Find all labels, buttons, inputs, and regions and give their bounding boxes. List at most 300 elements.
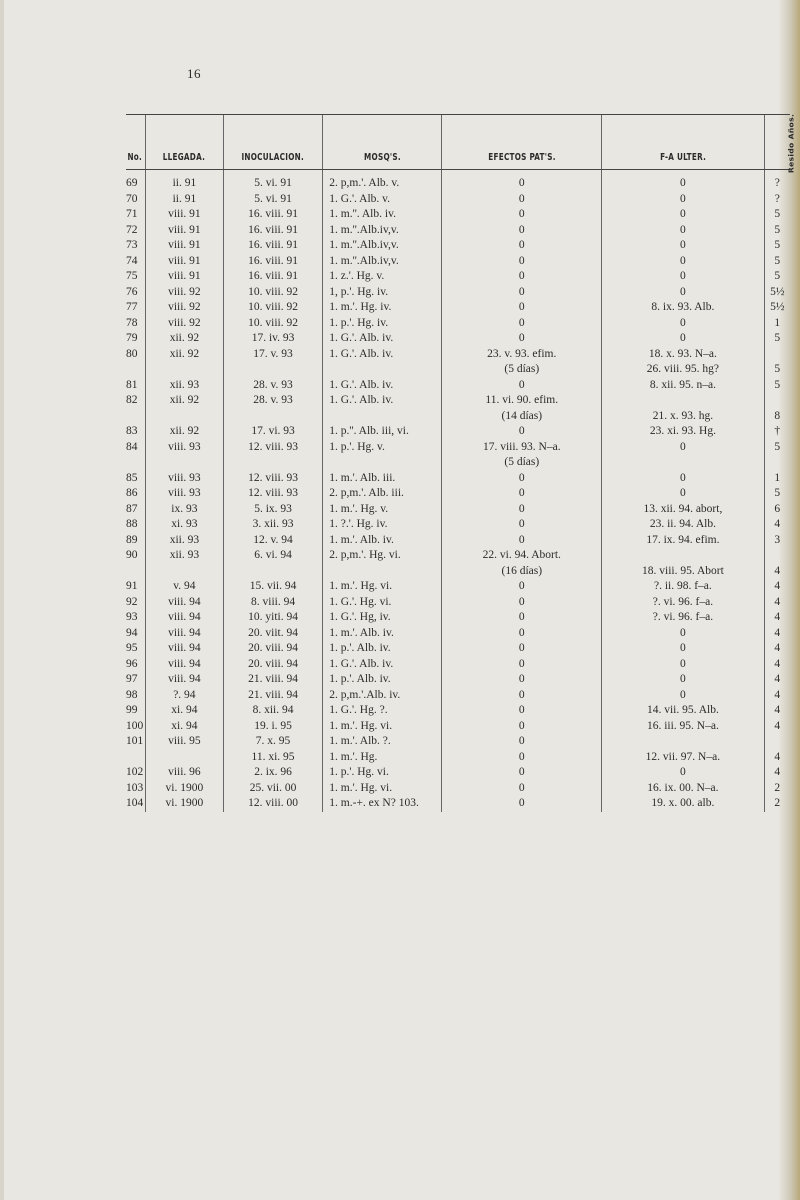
cell-efectos: 0 — [442, 285, 602, 301]
cell-llegada: viii. 91 — [145, 269, 223, 285]
cell-f-ulter — [602, 455, 764, 471]
cell-inoculacion: 12. viii. 00 — [223, 796, 322, 812]
cell-inoculacion: 16. viii. 91 — [223, 223, 322, 239]
cell-f-ulter: 18. x. 93. N–a. — [602, 347, 764, 363]
cell-f-ulter: 0 — [602, 440, 764, 456]
cell-resido: † — [764, 424, 790, 440]
cell-resido: ? — [764, 170, 790, 192]
cell-no: 71 — [126, 208, 138, 220]
cell-no: 74 — [126, 254, 138, 267]
cell-no: 77 — [126, 301, 138, 313]
cell-f-ulter: 0 — [602, 626, 764, 642]
cell-f-ulter: 0 — [602, 316, 764, 332]
cell-mosqs: 1. m.'. Alb. iii. — [323, 471, 442, 487]
cell-mosqs: 1. p.'. Hg. vi. — [323, 765, 442, 781]
cell-no: 69 — [126, 177, 138, 189]
cell-llegada: viii. 94 — [145, 672, 223, 688]
cell-llegada: viii. 94 — [145, 626, 223, 642]
cell-llegada: viii. 95 — [145, 734, 223, 750]
cell-efectos: 0 — [442, 579, 602, 595]
header-llegada: LLEGADA. — [151, 115, 217, 170]
cell-f-ulter: 14. vii. 95. Alb. — [602, 703, 764, 719]
cell-efectos: 23. v. 93. efim. — [442, 347, 602, 363]
cell-mosqs: 1. p.'. Hg. iv. — [323, 316, 442, 332]
cell-no: 92 — [126, 595, 138, 608]
cell-mosqs — [323, 409, 442, 425]
cell-inoculacion: 16. viii. 91 — [223, 238, 322, 254]
table-row — [126, 455, 790, 471]
cell-mosqs: 2. p,m.'.Alb. iv. — [323, 688, 442, 704]
cell-efectos: 0 — [442, 331, 602, 347]
cell-mosqs: 2. p,m.'. Alb. v. — [323, 170, 442, 192]
cell-llegada: viii. 92 — [145, 300, 223, 316]
cell-llegada: xii. 93 — [145, 533, 223, 549]
cell-inoculacion: 20. viii. 94 — [223, 657, 322, 673]
cell-resido: 8 — [764, 409, 790, 425]
header-mosqs: MOSQ'S. — [332, 115, 433, 170]
cell-mosqs: 1. z.'. Hg. v. — [323, 269, 442, 285]
header-f-a-ulter: F-A ULTER. — [614, 115, 752, 170]
cell-llegada: viii. 93 — [145, 486, 223, 502]
cell-f-ulter: 0 — [602, 254, 764, 270]
cell-llegada: viii. 94 — [145, 641, 223, 657]
header-no: No. — [127, 115, 144, 170]
cell-resido: 3 — [764, 533, 790, 549]
cell-resido: 4 — [764, 610, 790, 626]
cell-f-ulter: 0 — [602, 285, 764, 301]
cell-resido: 4 — [764, 765, 790, 781]
cell-resido: 4 — [764, 564, 790, 580]
cell-inoculacion: 5. vi. 91 — [223, 170, 322, 192]
cell-llegada: vi. 1900 — [145, 796, 223, 812]
cell-inoculacion: 5. vi. 91 — [223, 192, 322, 208]
table-row — [126, 424, 790, 440]
table-row — [126, 533, 790, 549]
cell-no — [126, 455, 145, 471]
cell-f-ulter: ?. vi. 96. f–a. — [602, 610, 764, 626]
table-row — [126, 564, 790, 580]
cell-efectos: 0 — [442, 765, 602, 781]
table-row — [126, 192, 790, 208]
cell-no: 79 — [126, 332, 138, 344]
cell-f-ulter: 8. ix. 93. Alb. — [602, 300, 764, 316]
cell-resido: 4 — [764, 579, 790, 595]
cell-inoculacion: 28. v. 93 — [223, 393, 322, 409]
cell-llegada: v. 94 — [145, 579, 223, 595]
cell-inoculacion — [223, 564, 322, 580]
cell-efectos: 0 — [442, 316, 602, 332]
cell-efectos: 0 — [442, 533, 602, 549]
cell-mosqs: 1. m.-+. ex N? 103. — [323, 796, 442, 812]
cell-no: 84 — [126, 440, 138, 453]
table-row — [126, 347, 790, 363]
cell-resido: 2 — [764, 796, 790, 812]
cell-f-ulter: 23. ii. 94. Alb. — [602, 517, 764, 533]
cell-resido: 5 — [764, 486, 790, 502]
cell-inoculacion: 19. i. 95 — [223, 719, 322, 735]
cell-f-ulter: ?. ii. 98. f–a. — [602, 579, 764, 595]
cell-mosqs: 1. G.'. Alb. iv. — [323, 331, 442, 347]
cell-inoculacion — [223, 409, 322, 425]
cell-mosqs: 1. G.'. Hg, iv. — [323, 610, 442, 626]
cell-efectos: 0 — [442, 300, 602, 316]
cell-inoculacion: 10. viii. 92 — [223, 316, 322, 332]
cell-f-ulter: 21. x. 93. hg. — [602, 409, 764, 425]
cell-no — [126, 750, 145, 766]
cell-llegada: xii. 93 — [145, 378, 223, 394]
cell-efectos: (14 días) — [442, 409, 602, 425]
cell-resido: ? — [764, 192, 790, 208]
cell-f-ulter: 0 — [602, 331, 764, 347]
cell-no: 83 — [126, 425, 138, 437]
cell-no: 100 — [126, 719, 144, 732]
cell-inoculacion: 10. viii. 92 — [223, 300, 322, 316]
table-row — [126, 688, 790, 704]
table-body — [126, 170, 790, 812]
table-row — [126, 781, 790, 797]
table-row — [126, 595, 790, 611]
cell-llegada — [145, 409, 223, 425]
cell-f-ulter — [602, 734, 764, 750]
cell-no: 72 — [126, 223, 138, 236]
cell-f-ulter: ?. vi. 96. f–a. — [602, 595, 764, 611]
cell-mosqs: 1. m.'. Hg. vi. — [323, 719, 442, 735]
cell-llegada: xi. 94 — [145, 703, 223, 719]
cell-mosqs: 1. m.'. Hg. — [323, 750, 442, 766]
header-resido — [766, 113, 796, 173]
cell-efectos: (5 días) — [442, 362, 602, 378]
cell-f-ulter: 0 — [602, 765, 764, 781]
table-row — [126, 641, 790, 657]
cell-efectos: 0 — [442, 223, 602, 239]
cell-inoculacion: 21. viii. 94 — [223, 688, 322, 704]
cell-no: 104 — [126, 797, 144, 809]
cell-inoculacion: 20. viit. 94 — [223, 626, 322, 642]
cell-efectos: 0 — [442, 238, 602, 254]
cell-f-ulter: 16. ix. 00. N–a. — [602, 781, 764, 797]
cell-resido — [764, 548, 790, 564]
cell-f-ulter: 0 — [602, 672, 764, 688]
cell-llegada: viii. 91 — [145, 238, 223, 254]
cell-inoculacion: 8. viii. 94 — [223, 595, 322, 611]
cell-inoculacion: 5. ix. 93 — [223, 502, 322, 518]
cell-inoculacion: 17. vi. 93 — [223, 424, 322, 440]
cell-resido: 5 — [764, 331, 790, 347]
cell-no: 80 — [126, 347, 138, 360]
cell-f-ulter: 0 — [602, 238, 764, 254]
cell-resido: 4 — [764, 688, 790, 704]
cell-resido — [764, 455, 790, 471]
cell-inoculacion: 15. vii. 94 — [223, 579, 322, 595]
cell-efectos: 22. vi. 94. Abort. — [442, 548, 602, 564]
cell-mosqs: 1. ?.'. Hg. iv. — [323, 517, 442, 533]
cell-f-ulter: 0 — [602, 641, 764, 657]
cell-no: 78 — [126, 316, 138, 329]
cell-efectos: 0 — [442, 688, 602, 704]
cell-no — [126, 362, 145, 378]
cell-mosqs: 1. G.'. Alb. iv. — [323, 657, 442, 673]
cell-efectos: 0 — [442, 595, 602, 611]
cell-mosqs: 1, p.'. Hg. iv. — [323, 285, 442, 301]
cell-mosqs: 2. p,m.'. Alb. iii. — [323, 486, 442, 502]
cell-inoculacion — [223, 455, 322, 471]
cell-llegada: xii. 92 — [145, 347, 223, 363]
cell-resido: 4 — [764, 703, 790, 719]
cell-no: 75 — [126, 270, 138, 282]
table-header — [126, 113, 796, 173]
cell-resido: 5 — [764, 223, 790, 239]
cell-resido: 6 — [764, 502, 790, 518]
cell-llegada: viii. 94 — [145, 595, 223, 611]
cell-inoculacion: 12. viii. 93 — [223, 440, 322, 456]
table-row — [126, 610, 790, 626]
table-row — [126, 393, 790, 409]
cell-f-ulter: 8. xii. 95. n–a. — [602, 378, 764, 394]
cell-mosqs — [323, 455, 442, 471]
table-row — [126, 548, 790, 564]
cell-llegada: xii. 92 — [145, 393, 223, 409]
cell-f-ulter: 18. viii. 95. Abort — [602, 564, 764, 580]
cell-f-ulter: 0 — [602, 657, 764, 673]
cell-no: 97 — [126, 673, 138, 685]
cell-llegada — [145, 362, 223, 378]
cell-inoculacion: 21. viii. 94 — [223, 672, 322, 688]
cell-mosqs — [323, 362, 442, 378]
cell-llegada: xii. 93 — [145, 548, 223, 564]
cell-f-ulter: 0 — [602, 269, 764, 285]
cell-mosqs: 1. m.''.Alb.iv,v. — [323, 238, 442, 254]
cell-mosqs: 1. p.'. Alb. iv. — [323, 672, 442, 688]
cell-no: 96 — [126, 657, 138, 670]
table-row — [126, 471, 790, 487]
cell-efectos: 0 — [442, 170, 602, 192]
table-row — [126, 734, 790, 750]
cell-efectos: 0 — [442, 641, 602, 657]
cell-resido — [764, 393, 790, 409]
cell-inoculacion: 16. viii. 91 — [223, 254, 322, 270]
cell-mosqs: 1. G.'. Hg. vi. — [323, 595, 442, 611]
cell-efectos: 0 — [442, 471, 602, 487]
cell-llegada: xii. 92 — [145, 424, 223, 440]
cell-mosqs: 1. p.''. Alb. iii, vi. — [323, 424, 442, 440]
cell-no: 88 — [126, 518, 138, 530]
table-row — [126, 579, 790, 595]
cell-resido: 5 — [764, 362, 790, 378]
cell-mosqs: 1. G.'. Alb. iv. — [323, 378, 442, 394]
cell-inoculacion: 3. xii. 93 — [223, 517, 322, 533]
table-row — [126, 362, 790, 378]
cell-resido: 5 — [764, 238, 790, 254]
cell-efectos: 0 — [442, 207, 602, 223]
records-table — [126, 113, 796, 812]
cell-no: 85 — [126, 471, 138, 484]
cell-inoculacion: 11. xi. 95 — [223, 750, 322, 766]
cell-f-ulter: 0 — [602, 471, 764, 487]
cell-no: 95 — [126, 642, 138, 654]
cell-mosqs: 1. m.'. Hg. v. — [323, 502, 442, 518]
cell-efectos: 0 — [442, 610, 602, 626]
table-row — [126, 285, 790, 301]
records-table-container — [126, 113, 796, 812]
cell-f-ulter: 26. viii. 95. hg? — [602, 362, 764, 378]
cell-mosqs: 1. m.'. Alb. ?. — [323, 734, 442, 750]
cell-efectos: 0 — [442, 254, 602, 270]
table-row — [126, 331, 790, 347]
cell-inoculacion: 17. iv. 93 — [223, 331, 322, 347]
table-row — [126, 672, 790, 688]
cell-inoculacion: 16. viii. 91 — [223, 269, 322, 285]
table-row — [126, 316, 790, 332]
cell-llegada: viii. 92 — [145, 285, 223, 301]
table-row — [126, 170, 790, 192]
cell-efectos: 0 — [442, 734, 602, 750]
cell-no: 89 — [126, 533, 138, 546]
cell-resido: 5½ — [764, 285, 790, 301]
cell-no: 94 — [126, 626, 138, 639]
cell-resido: 4 — [764, 517, 790, 533]
cell-f-ulter: 0 — [602, 207, 764, 223]
cell-llegada — [145, 564, 223, 580]
cell-inoculacion: 10. yiti. 94 — [223, 610, 322, 626]
cell-mosqs: 1. m.'. Hg. vi. — [323, 579, 442, 595]
cell-llegada — [145, 455, 223, 471]
page-edge-left — [0, 0, 4, 1200]
cell-no: 98 — [126, 688, 138, 701]
cell-llegada: ii. 91 — [145, 170, 223, 192]
cell-inoculacion — [223, 362, 322, 378]
cell-llegada: xi. 94 — [145, 719, 223, 735]
cell-no: 101 — [126, 735, 144, 747]
cell-efectos: 0 — [442, 796, 602, 812]
cell-inoculacion: 12. v. 94 — [223, 533, 322, 549]
header-efectos: EFECTOS PAT'S. — [454, 115, 590, 170]
cell-no: 102 — [126, 766, 144, 778]
cell-efectos: 0 — [442, 269, 602, 285]
cell-resido: 5 — [764, 269, 790, 285]
cell-no — [126, 409, 145, 425]
cell-no: 91 — [126, 580, 138, 592]
cell-resido: 4 — [764, 641, 790, 657]
cell-mosqs: 1. m.'. Alb. iv. — [323, 533, 442, 549]
cell-efectos: (5 días) — [442, 455, 602, 471]
cell-mosqs: 2. p,m.'. Hg. vi. — [323, 548, 442, 564]
cell-no: 81 — [126, 378, 138, 391]
cell-llegada — [145, 750, 223, 766]
table-row — [126, 300, 790, 316]
cell-efectos: 0 — [442, 192, 602, 208]
table-row — [126, 378, 790, 394]
table-row — [126, 517, 790, 533]
cell-efectos: 0 — [442, 703, 602, 719]
cell-resido: 4 — [764, 672, 790, 688]
cell-no: 93 — [126, 611, 138, 623]
cell-llegada: viii. 94 — [145, 657, 223, 673]
cell-efectos: 0 — [442, 672, 602, 688]
cell-mosqs: 1. m.'. Alb. iv. — [323, 626, 442, 642]
cell-inoculacion: 17. v. 93 — [223, 347, 322, 363]
cell-llegada: viii. 91 — [145, 254, 223, 270]
table-row — [126, 254, 790, 270]
cell-no: 73 — [126, 239, 138, 251]
header-resido-label: Resido Años. — [786, 113, 796, 173]
cell-resido: 5 — [764, 378, 790, 394]
table-row — [126, 486, 790, 502]
cell-inoculacion: 12. viii. 93 — [223, 486, 322, 502]
cell-resido: 4 — [764, 657, 790, 673]
cell-no: 70 — [126, 192, 138, 205]
cell-f-ulter: 19. x. 00. alb. — [602, 796, 764, 812]
cell-inoculacion: 10. viii. 92 — [223, 285, 322, 301]
cell-f-ulter: 0 — [602, 486, 764, 502]
cell-efectos: 0 — [442, 502, 602, 518]
cell-efectos: 17. viii. 93. N–a. — [442, 440, 602, 456]
cell-efectos: 0 — [442, 781, 602, 797]
cell-f-ulter: 23. xi. 93. Hg. — [602, 424, 764, 440]
cell-f-ulter: 0 — [602, 223, 764, 239]
cell-llegada: ii. 91 — [145, 192, 223, 208]
cell-inoculacion: 20. viii. 94 — [223, 641, 322, 657]
cell-mosqs: 1. G.'. Alb. v. — [323, 192, 442, 208]
cell-resido: 4 — [764, 719, 790, 735]
table-row — [126, 502, 790, 518]
cell-efectos: 0 — [442, 626, 602, 642]
cell-no: 99 — [126, 704, 138, 716]
cell-llegada: viii. 91 — [145, 207, 223, 223]
cell-llegada: viii. 93 — [145, 440, 223, 456]
cell-no: 82 — [126, 394, 138, 406]
table-row — [126, 223, 790, 239]
cell-mosqs: 1. p.'. Hg. v. — [323, 440, 442, 456]
cell-f-ulter — [602, 548, 764, 564]
cell-llegada: viii. 93 — [145, 471, 223, 487]
cell-mosqs: 1. m.''. Alb. iv. — [323, 207, 442, 223]
cell-inoculacion: 2. ix. 96 — [223, 765, 322, 781]
table-row — [126, 238, 790, 254]
cell-mosqs: 1. m.''.Alb.iv,v. — [323, 254, 442, 270]
table-row — [126, 207, 790, 223]
cell-llegada: vi. 1900 — [145, 781, 223, 797]
cell-f-ulter: 17. ix. 94. efim. — [602, 533, 764, 549]
cell-efectos: (16 días) — [442, 564, 602, 580]
cell-inoculacion: 28. v. 93 — [223, 378, 322, 394]
cell-no: 76 — [126, 285, 138, 298]
cell-mosqs: 1. m.''.Alb.iv,v. — [323, 223, 442, 239]
cell-llegada: xii. 92 — [145, 331, 223, 347]
table-row — [126, 796, 790, 812]
table-row — [126, 626, 790, 642]
cell-llegada: xi. 93 — [145, 517, 223, 533]
cell-efectos: 0 — [442, 424, 602, 440]
cell-efectos: 0 — [442, 378, 602, 394]
table-row — [126, 657, 790, 673]
cell-llegada: viii. 96 — [145, 765, 223, 781]
cell-no — [126, 564, 145, 580]
table-row — [126, 719, 790, 735]
cell-resido: 4 — [764, 626, 790, 642]
cell-inoculacion: 16. viii. 91 — [223, 207, 322, 223]
cell-resido: 5 — [764, 207, 790, 223]
cell-resido: 5 — [764, 254, 790, 270]
table-row — [126, 765, 790, 781]
cell-llegada: ?. 94 — [145, 688, 223, 704]
cell-f-ulter: 16. iii. 95. N–a. — [602, 719, 764, 735]
cell-llegada: viii. 91 — [145, 223, 223, 239]
cell-efectos: 0 — [442, 517, 602, 533]
cell-resido — [764, 734, 790, 750]
cell-f-ulter — [602, 393, 764, 409]
table-row — [126, 703, 790, 719]
table-row — [126, 750, 790, 766]
